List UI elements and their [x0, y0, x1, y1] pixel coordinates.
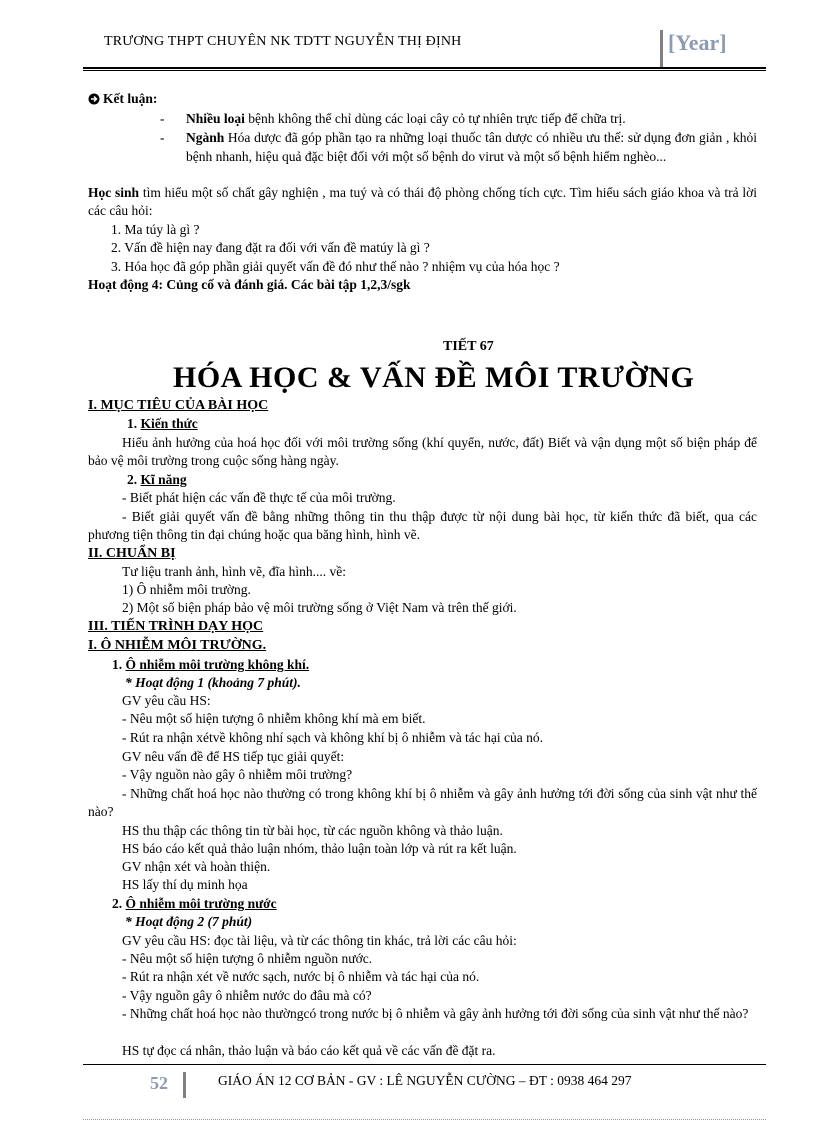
header-school-name: TRƯƠNG THPT CHUYÊN NK TDTT NGUYỄN THỊ ĐỊNH	[104, 34, 462, 49]
knowledge-text: Hiểu ảnh hưởng của hoá học đối với môi trường sống (khí quyển, nước, đất) Biết và vận dụng một số biện pháp để bảo vệ môi trường trong cuộc sống hàng ngày.	[88, 435, 757, 468]
question-3: 3. Hóa học đã góp phần giải quyết vấn đề đó như thế nào ? nhiệm vụ của hóa học ?	[111, 259, 560, 274]
skill-1: - Biết phát hiện các vấn đề thực tế của môi trường.	[122, 490, 396, 505]
activity-1-line: HS thu thập các thông tin từ bài học, từ các nguồn không và thảo luận.	[122, 823, 503, 838]
activity-1-line: HS báo cáo kết quả thảo luận nhóm, thảo luận toàn lớp và rút ra kết luận.	[122, 841, 517, 856]
knowledge-heading: 1. Kiến thức	[127, 416, 198, 431]
activity-2-line: HS tự đọc cá nhân, thảo luận và báo cáo kết quả về các vấn đề đặt ra.	[122, 1043, 496, 1058]
students-paragraph: Học sinh tìm hiểu một số chất gây nghiện , ma tuý và có thái độ phòng chống tích cực. Tìm hiểu sách giáo khoa và trả lời các câu hỏi:	[88, 185, 757, 218]
activity-1-line: - Rút ra nhận xétvề không nhí sạch và không khí bị ô nhiễm và tác hại của nó.	[122, 730, 544, 745]
activity-1-line: HS lấy thí dụ minh họa	[122, 877, 248, 892]
prep-line-2: 1) Ô nhiễm môi trường.	[122, 582, 251, 597]
page-number: 52	[150, 1073, 168, 1093]
conclusion-bullet-1: Nhiều loại bệnh không thể chỉ dùng các loại cây cỏ tự nhiên trực tiếp để chữa trị.	[186, 111, 626, 126]
activity-2-line: - Vậy nguồn gây ô nhiễm nước do đâu mà có?	[122, 988, 372, 1003]
conclusion-label: Kết luận:	[103, 91, 158, 106]
activity-1-line: GV nêu vấn đề để HS tiếp tục giải quyết:	[122, 749, 345, 764]
section-2-title: II. CHUẨN BỊ	[88, 546, 176, 561]
section-1-title: I. MỤC TIÊU CỦA BÀI HỌC	[88, 398, 269, 413]
section-3-title: III. TIẾN TRÌNH DẠY HỌC	[88, 619, 264, 634]
conclusion-heading	[88, 90, 157, 108]
activity-1-line: GV nhận xét và hoàn thiện.	[122, 859, 271, 874]
activity-2-heading: * Hoạt động 2 (7 phút)	[125, 914, 253, 929]
footer-text: GIÁO ÁN 12 CƠ BẢN - GV : LÊ NGUYỄN CƯỜNG – ĐT : 0938 464 297	[218, 1073, 632, 1088]
question-2: 2. Vấn đề hiện nay đang đặt ra đối với vấn đề matúy là gì ?	[111, 240, 430, 255]
header-rule	[83, 67, 766, 69]
prep-line-1: Tư liệu tranh ảnh, hình vẽ, đĩa hình.... về:	[122, 564, 347, 579]
header-rule-thin	[83, 70, 766, 71]
activity-2-line: GV yêu cầu HS: đọc tài liệu, và từ các thông tin khác, trả lời các câu hỏi:	[122, 933, 517, 948]
header-year: [Year]	[668, 30, 727, 55]
activity-1-line: - Vậy nguồn nào gây ô nhiễm môi trường?	[122, 767, 353, 782]
activity-4: Hoạt động 4: Củng cố và đánh giá. Các bài tập 1,2,3/sgk	[88, 277, 411, 292]
water-pollution-heading: 2. Ô nhiễm môi trường nước	[112, 896, 277, 911]
circled-arrow-icon	[88, 92, 100, 104]
bullet-dash: -	[160, 130, 165, 145]
activity-1-line: - Nêu một số hiện tượng ô nhiễm không khí mà em biết.	[122, 711, 426, 726]
activity-2-line: - Những chất hoá học nào thườngcó trong nước bị ô nhiễm và gây ảnh hưởng tới đời sống của sinh vật như thế nào?	[122, 1006, 749, 1021]
skill-2: - Biết giải quyết vấn đề bằng những thông tin thu thập được từ nội dung bài học, từ kiến thức đã biết, qua các phương tiện thông tin đại chúng hoặc qua băng hình, hình vẽ.	[88, 509, 757, 542]
footer-rule	[83, 1064, 766, 1065]
activity-2-line: - Rút ra nhận xét về nước sạch, nước bị ô nhiễm và tác hại của nó.	[122, 969, 480, 984]
conclusion-bullet-2: Ngành Hóa dược đã góp phần tạo ra những loại thuốc tân dược có nhiều ưu thế: sử dụng đơn giản , khỏi bệnh nhanh, hiệu quả đặc biệt đối với một số bệnh do virut và một số bệnh hiểm nghèo...	[186, 130, 757, 164]
question-1: 1. Ma túy là gì ?	[111, 222, 200, 237]
prep-line-3: 2) Một số biện pháp bảo vệ môi trường sống ở Việt Nam và trên thế giới.	[122, 600, 517, 615]
footer-divider	[183, 1072, 186, 1098]
skills-heading: 2. Kĩ năng	[127, 472, 187, 487]
bullet-dash: -	[160, 111, 165, 126]
air-pollution-heading: 1. Ô nhiễm môi trường không khí.	[112, 657, 310, 672]
subsection-pollution: I. Ô NHIỄM MÔI TRƯỜNG.	[88, 638, 267, 653]
activity-2-line: - Nêu một số hiện tượng ô nhiễm nguồn nước.	[122, 951, 373, 966]
footer-dotted-line	[83, 1119, 766, 1120]
activity-1-line: - Những chất hoá học nào thường có trong không khí bị ô nhiễm và gây ảnh hưởng tới đời sống của sinh vật như thế nào?	[88, 786, 757, 819]
header-divider	[660, 30, 663, 67]
lesson-title: HÓA HỌC & VẤN ĐỀ MÔI TRƯỜNG	[173, 361, 695, 394]
activity-1-line: GV yêu cầu HS:	[122, 693, 211, 708]
lesson-number: TIẾT 67	[443, 339, 494, 354]
activity-1-heading: * Hoạt động 1 (khoảng 7 phút).	[125, 675, 301, 690]
